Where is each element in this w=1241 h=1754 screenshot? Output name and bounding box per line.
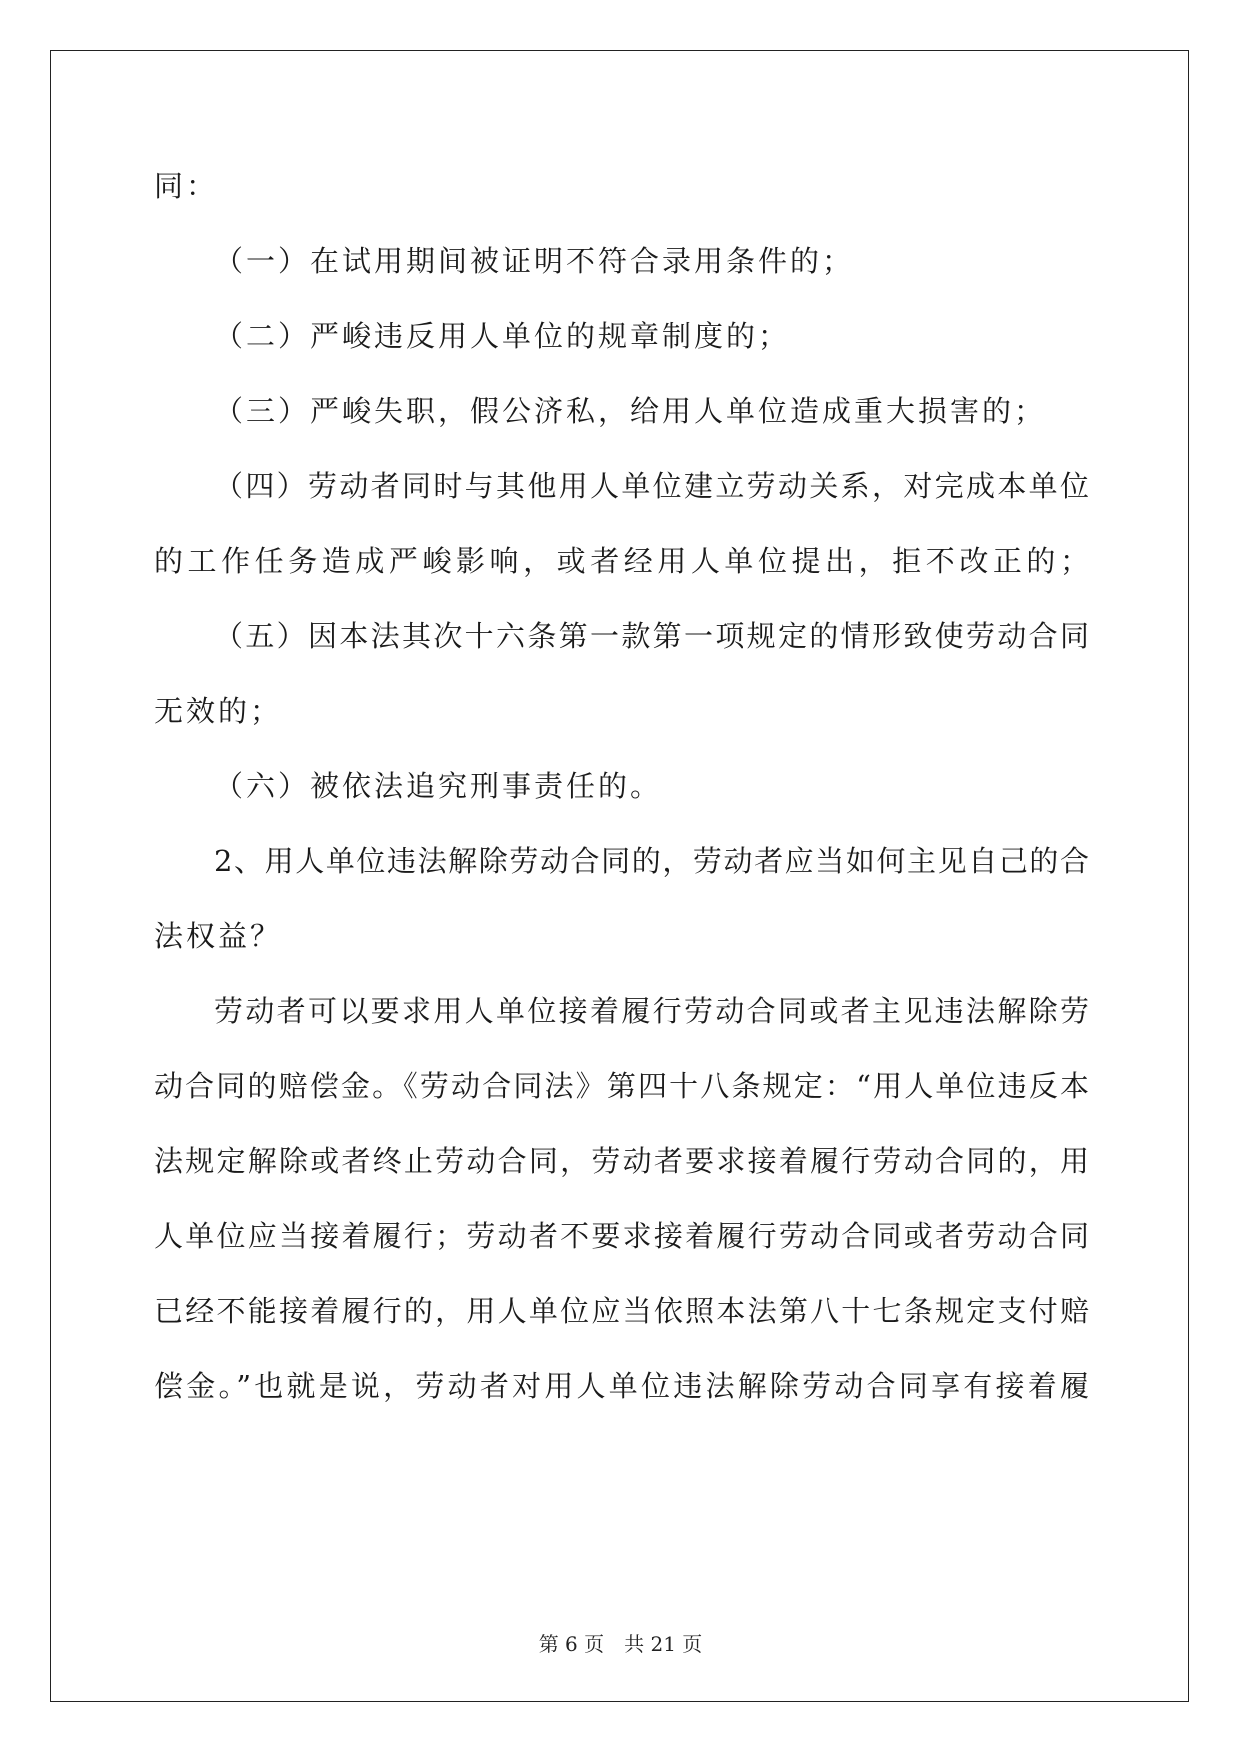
text-line: 同：: [154, 169, 219, 203]
text-line: （五）因本法其次十六条第一款第一项规定的情形致使劳动合同: [214, 619, 1089, 653]
text-line: 法权益？: [154, 919, 283, 953]
text-line: （四）劳动者同时与其他用人单位建立劳动关系，对完成本单位: [214, 469, 1089, 503]
text-line: （一）在试用期间被证明不符合录用条件的；: [214, 244, 855, 278]
text-line: （六）被依法追究刑事责任的。: [214, 769, 663, 803]
text-line: （三）严峻失职，假公济私，给用人单位造成重大损害的；: [214, 394, 1047, 428]
text-line: 的工作任务造成严峻影响，或者经用人单位提出，拒不改正的；: [154, 544, 1089, 578]
text-line: 已经不能接着履行的，用人单位应当依照本法第八十七条规定支付赔: [154, 1294, 1089, 1328]
text-line: 无效的；: [154, 694, 283, 728]
text-line: （二）严峻违反用人单位的规章制度的；: [214, 319, 791, 353]
text-line: 劳动者可以要求用人单位接着履行劳动合同或者主见违法解除劳: [214, 994, 1089, 1028]
text-line: 动合同的赔偿金。《劳动合同法》第四十八条规定：“用人单位违反本: [154, 1069, 1089, 1103]
text-line: 人单位应当接着履行；劳动者不要求接着履行劳动合同或者劳动合同: [154, 1219, 1089, 1253]
text-line: 2、用人单位违法解除劳动合同的，劳动者应当如何主见自己的合: [214, 844, 1089, 878]
page-footer: 第 6 页 共 21 页: [538, 1632, 703, 1656]
text-line: 偿金。”也就是说，劳动者对用人单位违法解除劳动合同享有接着履: [154, 1369, 1089, 1403]
text-line: 法规定解除或者终止劳动合同，劳动者要求接着履行劳动合同的，用: [154, 1144, 1089, 1178]
